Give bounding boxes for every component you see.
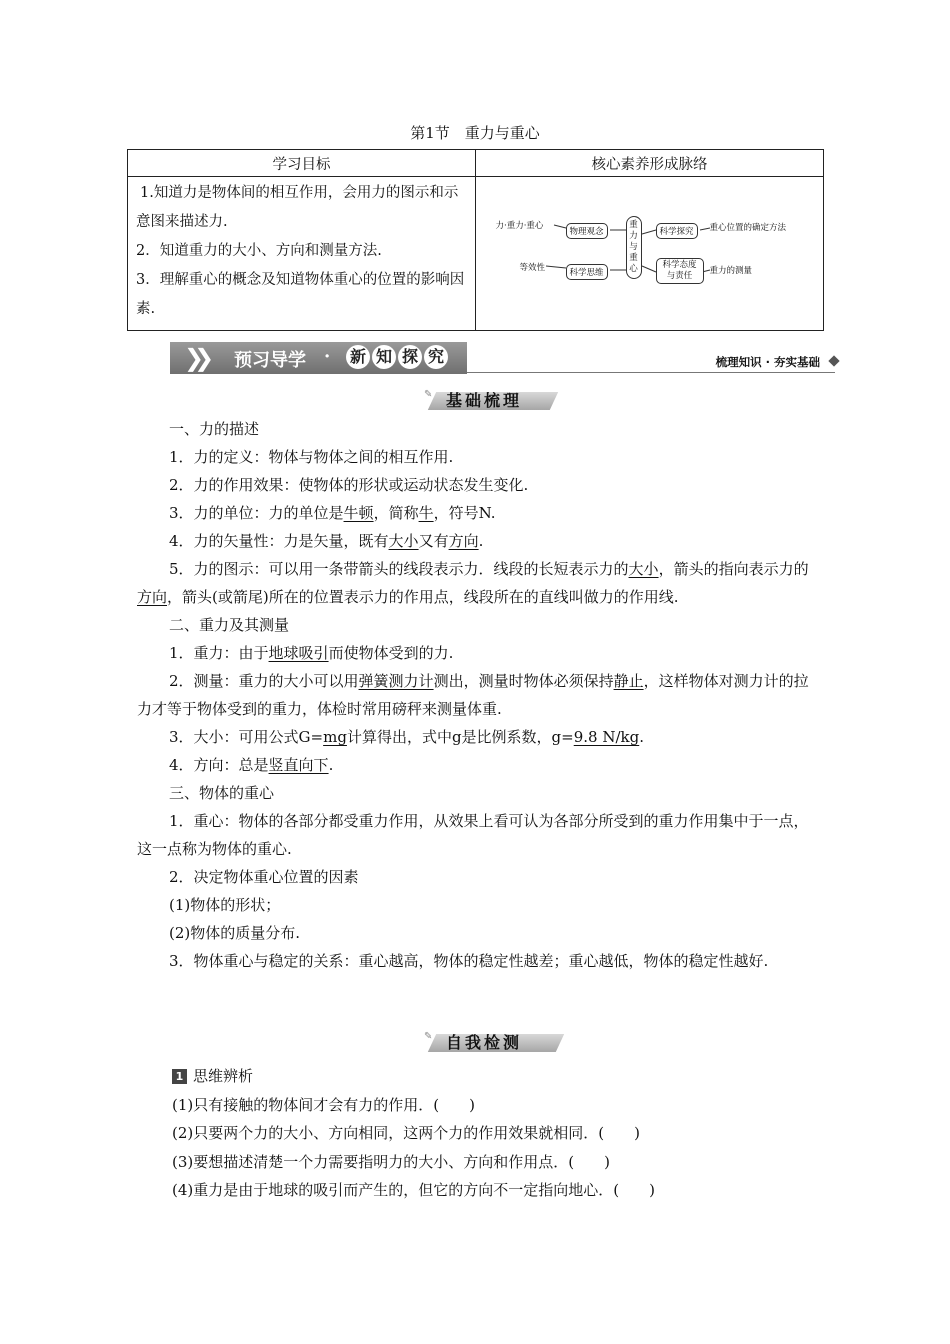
text: . — [478, 532, 484, 550]
section-heading-basics — [426, 388, 556, 412]
banner-char: 探 — [398, 345, 422, 369]
text: 4．力的矢量性：力是矢量，既有 — [169, 532, 389, 550]
text: 2．决定物体重心位置的因素 — [169, 868, 359, 886]
answer-blank: 大小 — [388, 532, 419, 550]
text: 1．重力：由于 — [169, 644, 269, 662]
paragraph — [137, 555, 817, 611]
answer-blank: 竖直向下 — [268, 756, 329, 774]
paragraph — [137, 499, 817, 527]
text: 测出，测量时物体必须保持 — [433, 672, 614, 690]
check-item: (1)只有接触的物体间才会有力的作用．( ) — [172, 1095, 475, 1114]
chapter-banner — [170, 342, 840, 376]
answer-blank: 牛 — [418, 504, 434, 522]
content-body — [137, 415, 817, 975]
goals-cell — [128, 177, 476, 331]
banner-char: 究 — [424, 345, 448, 369]
check-heading — [172, 1062, 832, 1091]
diamond-icon — [828, 355, 839, 366]
text: 2．力的作用效果：使物体的形状或运动状态发生变化. — [169, 476, 529, 494]
section-heading-label: 基础梳理 — [446, 391, 523, 410]
check-heading-label: 思维辨析 — [193, 1067, 254, 1085]
map-node: 等效性 — [519, 262, 546, 273]
answer-blank: 地球吸引 — [268, 644, 329, 662]
page-title: 第1节 重力与重心 — [410, 124, 540, 142]
check-item: (2)只要两个力的大小、方向相同，这两个力的作用效果就相同．( ) — [172, 1124, 640, 1142]
mindmap-cell — [476, 177, 824, 331]
text: 4．方向：总是 — [169, 756, 269, 774]
subheading: 一、力的描述 — [169, 420, 260, 438]
pen-icon: ✎ — [424, 1031, 433, 1042]
map-node: 重力的测量 — [709, 265, 753, 276]
answer-blank: 大小 — [628, 560, 659, 578]
concept-map-lines — [490, 194, 810, 314]
goal-item: 1.知道力是物体间的相互作用，会用力的图示和示意图来描述力. — [136, 185, 459, 230]
text: . — [639, 728, 644, 746]
text: 又有 — [418, 532, 449, 550]
text: (1)物体的形状； — [169, 896, 281, 914]
text: 1．重心：物体的各部分都受重力作用，从效果上看可认为各部分所受到的重力作用集中于一点，这一点称为物体的重心. — [137, 812, 809, 858]
paragraph — [137, 751, 817, 779]
self-check — [172, 1062, 832, 1205]
goal-item: 2．知道重力的大小、方向和测量方法. — [136, 243, 382, 259]
text: 1．力的定义：物体与物体之间的相互作用. — [169, 448, 454, 466]
text: ，箭头(或箭尾)所在的位置表示力的作用点，线段所在的直线叫做力的作用线. — [167, 588, 679, 606]
pen-icon: ✎ — [424, 389, 433, 400]
text: 2．测量：重力的大小可以用 — [169, 672, 359, 690]
text: 3．物体重心与稳定的关系：重心越高，物体的稳定性越差；重心越低，物体的稳定性越好. — [169, 952, 769, 970]
text: ，符号N. — [433, 504, 496, 522]
text: 3．大小：可用公式G= — [169, 728, 324, 746]
concept-map — [490, 194, 810, 314]
text: 3．力的单位：力的单位是 — [169, 504, 344, 522]
paragraph — [137, 639, 817, 667]
answer-blank: 方向 — [448, 532, 479, 550]
paragraph — [137, 527, 817, 555]
paragraph — [137, 891, 817, 919]
paragraph — [137, 919, 817, 947]
text: 5．力的图示：可以用一条带箭头的线段表示力．线段的长短表示力的 — [169, 560, 629, 578]
text: 计算得出，式中g是比例系数，g= — [346, 728, 574, 746]
goal-item: 3．理解重心的概念及知道物体重心的位置的影响因素. — [136, 272, 465, 317]
banner-char: 新 — [346, 345, 370, 369]
text: 而使物体受到的力. — [328, 644, 454, 662]
answer-blank: 牛顿 — [343, 504, 374, 522]
paragraph — [137, 471, 817, 499]
answer-blank: 静止 — [613, 672, 644, 690]
text: ，简称 — [373, 504, 419, 522]
table-header-goals: 学习目标 — [128, 150, 476, 177]
banner-chars — [346, 345, 448, 369]
section-heading-label: 自我检测 — [446, 1033, 523, 1052]
text: (2)物体的质量分布. — [169, 924, 301, 942]
section-heading-selfcheck — [426, 1030, 561, 1054]
banner-title: 预习导学 — [234, 350, 306, 371]
objectives-table — [127, 149, 824, 331]
banner-rule — [467, 372, 835, 373]
map-center-node: 重力与重心 — [626, 216, 642, 279]
subheading: 三、物体的重心 — [169, 784, 275, 802]
number-badge: 1 — [172, 1069, 187, 1084]
answer-blank: 9.8 N/kg — [573, 728, 640, 746]
map-node: 科学态度与责任 — [656, 258, 704, 284]
map-node: 力·重力·重心 — [495, 220, 544, 231]
answer-blank: 方向 — [137, 588, 168, 606]
paragraph — [137, 723, 817, 751]
text: ，这样物体对测力计的拉力才等于物体受到的重力，体检时常用磅秤来测量体重. — [137, 672, 809, 718]
answer-blank: mg — [323, 728, 347, 746]
check-item: (3)要想描述清楚一个力需要指明力的大小、方向和作用点．( ) — [172, 1152, 610, 1171]
banner-subtitle: 梳理知识 · 夯实基础 — [715, 355, 820, 369]
map-node: 科学探究 — [656, 223, 698, 239]
paragraph — [137, 947, 817, 975]
text: . — [328, 756, 334, 774]
banner-separator: · — [324, 346, 331, 367]
map-node: 重心位置的确定方法 — [709, 222, 787, 233]
check-item: (4)重力是由于地球的吸引而产生的，但它的方向不一定指向地心．( ) — [172, 1181, 655, 1199]
answer-blank: 弹簧测力计 — [358, 672, 434, 690]
paragraph — [137, 443, 817, 471]
subheading: 二、重力及其测量 — [169, 616, 290, 634]
map-node: 物理观念 — [566, 223, 608, 239]
paragraph — [137, 667, 817, 723]
map-node: 科学思维 — [566, 264, 608, 280]
table-header-literacy: 核心素养形成脉络 — [476, 150, 824, 177]
double-chevron-icon: ❯❯ — [184, 344, 205, 372]
paragraph — [137, 807, 817, 863]
banner-char: 知 — [372, 345, 396, 369]
text: ，箭头的指向表示力的 — [658, 560, 809, 578]
paragraph — [137, 863, 817, 891]
